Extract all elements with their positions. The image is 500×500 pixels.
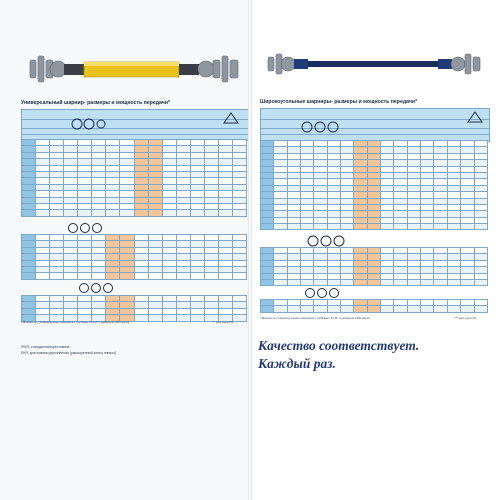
table-cell <box>394 224 407 230</box>
left-dimensions-table <box>21 139 247 217</box>
right-footnote: * Мощность у широкоугольных шарниров с трубками "Ал.М" и размером 1000 мм на <box>260 316 370 320</box>
table-cell <box>106 273 120 279</box>
table-row <box>22 273 247 279</box>
table-cell <box>162 315 176 321</box>
table-cell <box>421 306 434 312</box>
table-cell <box>148 273 162 279</box>
table-cell <box>367 279 380 285</box>
table-cell <box>274 306 287 312</box>
table-cell <box>176 315 190 321</box>
table-cell <box>474 306 488 312</box>
table-cell <box>327 224 340 230</box>
right-page <box>250 0 500 500</box>
table-cell <box>64 210 78 216</box>
table-cell <box>218 273 232 279</box>
table-cell <box>461 279 474 285</box>
table-cell <box>394 279 407 285</box>
table-cell <box>176 273 190 279</box>
spline-profile-icons-right <box>304 287 344 299</box>
table-cell <box>421 279 434 285</box>
table-cell <box>301 224 314 230</box>
table-cell <box>106 210 120 216</box>
table-cell <box>190 210 204 216</box>
table-cell <box>474 279 488 285</box>
table-cell <box>148 315 162 321</box>
table-cell <box>301 279 314 285</box>
table-cell <box>134 315 148 321</box>
table-cell <box>461 224 474 230</box>
drive-shaft-yellow-image <box>28 52 243 88</box>
table-cell <box>204 273 218 279</box>
table-cell <box>64 273 78 279</box>
table-cell <box>287 306 300 312</box>
left-section-title: Универсальный шарнир- размеры и мощность передачи* <box>21 100 170 106</box>
table-cell <box>341 224 354 230</box>
table-cell <box>274 224 287 230</box>
right-dimensions-table <box>260 140 488 230</box>
shield-icon-right <box>466 110 484 124</box>
table-cell <box>232 210 246 216</box>
table-cell <box>301 306 314 312</box>
right-tube-table <box>260 247 488 286</box>
tube-profile-icons <box>66 222 102 234</box>
table-cell <box>162 210 176 216</box>
table-cell <box>287 279 300 285</box>
table-cell <box>50 210 64 216</box>
shield-icon <box>222 111 240 125</box>
table-cell <box>92 210 106 216</box>
table-cell <box>367 306 380 312</box>
table-cell <box>204 210 218 216</box>
table-cell <box>381 306 394 312</box>
table-cell <box>218 210 232 216</box>
table-row <box>22 210 247 216</box>
table-cell <box>78 273 92 279</box>
table-cell <box>407 279 420 285</box>
table-row <box>261 306 488 312</box>
table-cell <box>22 273 36 279</box>
table-cell <box>341 306 354 312</box>
right-table-header <box>260 108 490 142</box>
table-cell <box>314 306 327 312</box>
table-cell <box>407 224 420 230</box>
table-cell <box>120 273 134 279</box>
slogan-line-2: Каждый раз. <box>258 356 336 371</box>
table-cell <box>447 224 460 230</box>
table-row <box>261 224 488 230</box>
table-cell <box>120 210 134 216</box>
drive-shaft-blue-image <box>266 50 486 78</box>
table-cell <box>447 306 460 312</box>
table-cell <box>474 224 488 230</box>
joint-profile-icons-right <box>300 120 340 134</box>
table-cell <box>314 224 327 230</box>
left-spline-table <box>21 295 247 322</box>
table-cell <box>314 279 327 285</box>
table-cell <box>354 279 367 285</box>
left-footnote-right: *** для ход LCW <box>212 320 234 324</box>
table-cell <box>287 224 300 230</box>
table-cell <box>134 210 148 216</box>
right-spline-table <box>260 299 488 313</box>
table-cell <box>232 273 246 279</box>
table-cell <box>421 224 434 230</box>
table-cell <box>434 306 447 312</box>
right-section-title: Широкоугольные шарниры- размеры и мощность передачи* <box>260 99 418 105</box>
table-cell <box>50 273 64 279</box>
table-cell <box>381 279 394 285</box>
table-cell <box>22 210 36 216</box>
table-row <box>261 279 488 285</box>
table-cell <box>367 224 380 230</box>
table-cell <box>36 210 50 216</box>
table-cell <box>354 224 367 230</box>
table-cell <box>261 279 274 285</box>
table-cell <box>407 306 420 312</box>
tube-profile-icons-right <box>306 234 354 248</box>
table-cell <box>36 273 50 279</box>
table-cell <box>261 224 274 230</box>
page-fold <box>248 0 252 500</box>
left-footnote: * Мощность у универсальных шарниров с трубками "Ал.М" и размером 1000 мм на <box>21 320 130 324</box>
table-cell <box>274 279 287 285</box>
legend-ipkr: IPKR: стандартная крестовина <box>21 345 70 349</box>
table-cell <box>394 306 407 312</box>
table-cell <box>327 279 340 285</box>
right-footnote-right: *** для ход LCW <box>455 316 477 320</box>
table-cell <box>381 224 394 230</box>
table-cell <box>176 210 190 216</box>
legend-ekr: EKR: крестовина упрочненная (расширенный конец пинион) <box>21 351 117 355</box>
joint-profile-icons <box>70 117 106 131</box>
table-cell <box>261 306 274 312</box>
table-cell <box>190 315 204 321</box>
table-cell <box>162 273 176 279</box>
table-cell <box>232 315 246 321</box>
table-cell <box>341 279 354 285</box>
table-cell <box>354 306 367 312</box>
left-table-header <box>21 109 249 141</box>
table-cell <box>148 210 162 216</box>
table-cell <box>78 210 92 216</box>
table-cell <box>190 273 204 279</box>
table-cell <box>434 279 447 285</box>
left-tube-table <box>21 234 247 280</box>
table-cell <box>327 306 340 312</box>
table-cell <box>134 273 148 279</box>
table-cell <box>461 306 474 312</box>
table-cell <box>92 273 106 279</box>
spline-profile-icons <box>78 282 118 294</box>
table-cell <box>447 279 460 285</box>
table-cell <box>434 224 447 230</box>
slogan-line-1: Качество соответствует. <box>258 338 420 353</box>
